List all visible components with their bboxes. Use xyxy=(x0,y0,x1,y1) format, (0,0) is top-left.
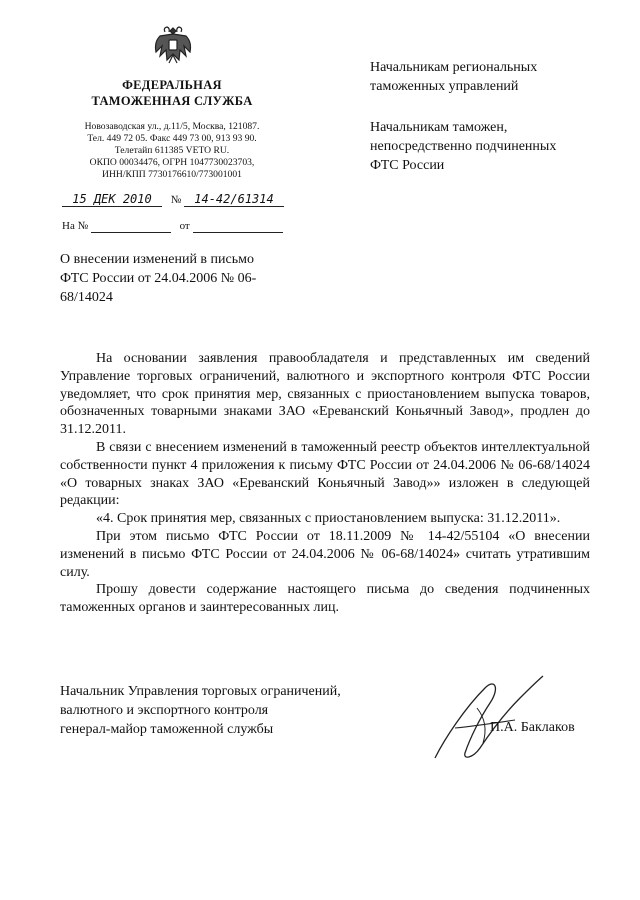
signatory-line: генерал-майор таможенной службы xyxy=(60,722,274,737)
reference-blank xyxy=(91,220,171,233)
reference-row xyxy=(62,220,292,233)
org-address xyxy=(62,121,282,181)
number-label: № xyxy=(170,194,182,206)
from-blank xyxy=(193,220,283,233)
registration-row xyxy=(62,192,292,207)
recipient-line: Начальникам таможен, xyxy=(370,120,508,135)
recipient-line: таможенных управлений xyxy=(370,79,519,94)
letter-subject xyxy=(60,250,285,307)
signatory-title xyxy=(60,682,341,739)
address-line: ОКПО 00034476, ОГРН 1047730023703, xyxy=(89,157,255,168)
address-line: Телетайп 611385 VETO RU. xyxy=(114,145,230,156)
body-paragraph: В связи с внесением изменений в таможенный реестр объектов интеллектуальной собственности пункт 4 приложения к письму ФТС России от 24.04.2006 № 06-68/14024 «О товарных знаках ЗАО «Ереванский Коньячный Завод»» изложен в следующей редакции: xyxy=(60,439,590,509)
body-paragraph: «4. Срок принятия мер, связанных с приостановлением выпуска: 31.12.2011». xyxy=(96,511,561,527)
body-paragraph: Прошу довести содержание настоящего письма до сведения подчиненных таможенных органов и заинтересованных лиц. xyxy=(60,582,590,616)
handwritten-signature xyxy=(425,668,555,768)
subject-line: ФТС России от 24.04.2006 № 06- xyxy=(60,271,257,286)
signatory-line: валютного и экспортного контроля xyxy=(60,703,269,718)
signatory-name: П.А. Баклаков xyxy=(490,720,575,735)
body-paragraph: На основании заявления правообладателя и представленных им сведений Управление торговых ограничений, валютного и экспортного контроля ФТС России уведомляет, что срок принятия мер, связанных с приостановлением выпуска товаров, обозначенных товарными знаками ЗАО «Ереванский Коньячный Завод», продлен до 31.12.2011. xyxy=(60,351,590,438)
recipient-line: ФТС России xyxy=(370,158,445,173)
recipient-block-2 xyxy=(370,118,556,175)
signatory-line: Начальник Управления торговых ограничений, xyxy=(60,684,341,699)
address-line: ИНН/КПП 7730176610/773001001 xyxy=(102,169,242,180)
body-paragraph: При этом письмо ФТС России от 18.11.2009 № 14-42/55104 «О внесении изменений в письмо ФТС России от 24.04.2006 № 06-68/14024» считать утратившим силу. xyxy=(60,528,590,580)
recipient-line: Начальникам региональных xyxy=(370,60,538,75)
reference-label: На № xyxy=(62,220,89,232)
coat-of-arms-icon xyxy=(150,22,196,68)
recipient-line: непосредственно подчиненных xyxy=(370,139,557,154)
subject-line: 68/14024 xyxy=(60,290,113,305)
letter-body xyxy=(60,350,590,617)
registration-number: 14-42/61314 xyxy=(184,192,284,207)
address-line: Тел. 449 72 05. Факс 449 73 00, 913 93 90. xyxy=(87,133,257,144)
address-line: Новозаводская ул., д.11/5, Москва, 121087. xyxy=(84,121,260,132)
registration-date: 15 ДЕК 2010 xyxy=(62,192,162,207)
recipient-block-1 xyxy=(370,58,537,96)
org-name-line2: ТАМОЖЕННАЯ СЛУЖБА xyxy=(91,94,253,108)
from-label: от xyxy=(179,220,190,232)
org-name-line1: ФЕДЕРАЛЬНАЯ xyxy=(122,78,222,92)
subject-line: О внесении изменений в письмо xyxy=(60,252,254,267)
